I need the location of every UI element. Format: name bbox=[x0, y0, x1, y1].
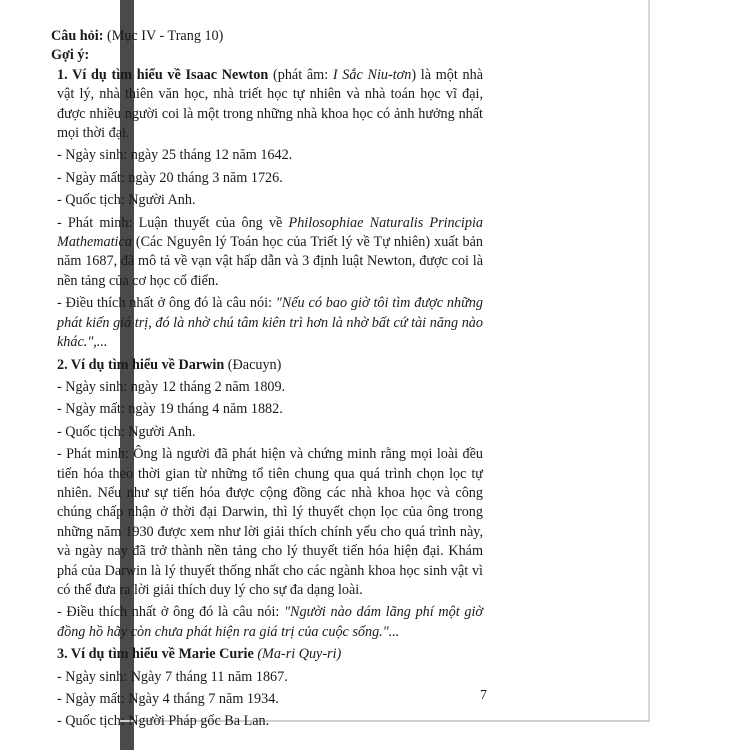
newton-invention bbox=[51, 214, 483, 292]
darwin-death: - Ngày mất: ngày 19 tháng 4 năm 1882. bbox=[57, 401, 283, 418]
question-line bbox=[51, 27, 483, 46]
darwin-favorite-prefix: - Điều thích nhất ở ông đó là câu nói: bbox=[57, 604, 285, 621]
newton-nationality: - Quốc tịch: Người Anh. bbox=[57, 192, 196, 209]
curie-heading: 3. Ví dụ tìm hiểu về Marie Curie bbox=[57, 646, 254, 663]
newton-birth: - Ngày sinh: ngày 25 tháng 12 năm 1642. bbox=[57, 147, 293, 164]
newton-invention-title: Philosophiae Naturalis Principia Mathematica bbox=[57, 214, 484, 251]
curie-pronunciation: (Ma-ri Quy-ri) bbox=[253, 646, 342, 663]
newton-favorite bbox=[51, 294, 483, 352]
newton-pronunciation: I Sắc Niu-tơn bbox=[332, 66, 412, 83]
newton-death: - Ngày mất: ngày 20 tháng 3 năm 1726. bbox=[57, 169, 283, 186]
curie-birth: - Ngày sinh: Ngày 7 tháng 11 năm 1867. bbox=[57, 668, 288, 685]
hint-line bbox=[51, 46, 483, 65]
newton-invention-prefix: - Phát minh: Luận thuyết của ông về bbox=[57, 214, 289, 231]
darwin-alt-name: (Đacuyn) bbox=[224, 356, 282, 373]
darwin-invention: - Phát minh: Ông là người đã phát hiện và chứng minh rằng mọi loài đều tiến hóa theo thời gian từ những tổ tiên chung qua quá trình chọn lọc tự nhiên. Nếu như sự tiến hóa được cộng đồng các nhà khoa học và công chúng chấp nhận ở thời đại Darwin, thì lý thuyết chọn lọc của ông trong những năm 1930 được xem như lời giải thích chính yếu cho quá trình này, và ngày nay đã trở thành nền tảng cho lý thuyết tiến hóa hiện đại. Khám phá của Darwin là lý thuyết thống nhất cho các ngành khoa học sinh vật vì có thể đưa ra lời giải thích duy lý cho sự đa dạng loài. bbox=[57, 446, 483, 598]
page-number: 7 bbox=[480, 688, 487, 703]
question-ref: (Mục IV - Trang 10) bbox=[103, 28, 224, 44]
newton-intro bbox=[51, 66, 483, 144]
darwin-heading-line bbox=[51, 356, 483, 375]
newton-favorite-prefix: - Điều thích nhất ở ông đó là câu nói: bbox=[57, 295, 276, 312]
newton-favorite-quote: "Nếu có bao giờ tôi tìm được những phát kiến giá trị, đó là nhờ chú tâm kiên trì hơn là nhờ bất cứ tài năng nào khác.",... bbox=[57, 295, 483, 351]
page-right-edge bbox=[648, 0, 650, 720]
hint-label: Gợi ý: bbox=[51, 47, 90, 64]
curie-death: - Ngày mất: Ngày 4 tháng 7 năm 1934. bbox=[57, 691, 279, 707]
newton-invention-text: (Các Nguyên lý Toán học của Triết lý về Tự nhiên) xuất bản năm 1687, đã mô tả về vạn vật hấp dẫn và 3 định luật Newton, được coi là nền tảng của cơ học cổ điển. bbox=[57, 234, 483, 289]
newton-heading: 1. Ví dụ tìm hiểu về Isaac Newton bbox=[57, 66, 269, 83]
question-label: Câu hỏi: bbox=[51, 28, 104, 44]
darwin-heading: 2. Ví dụ tìm hiểu về Darwin bbox=[57, 356, 225, 373]
darwin-birth: - Ngày sinh: ngày 12 tháng 2 năm 1809. bbox=[57, 378, 286, 395]
newton-pron-prefix: (phát âm: bbox=[268, 66, 333, 83]
darwin-nationality: - Quốc tịch: Người Anh. bbox=[57, 423, 196, 440]
newton-intro-text: ) là một nhà vật lý, nhà thiên văn học, nhà triết học tự nhiên và nhà toán học vĩ đại, được nhiều người coi là một trong những nhà khoa học có ảnh hưởng nhất mọi thời đại. bbox=[57, 66, 483, 142]
curie-nationality: - Quốc tịch: Người Pháp gốc Ba Lan. bbox=[57, 713, 270, 730]
darwin-favorite bbox=[51, 603, 483, 642]
darwin-favorite-quote: "Người nào dám lãng phí một giờ đồng hồ hãy còn chưa phát hiện ra giá trị của cuộc sống."... bbox=[57, 604, 483, 640]
curie-heading-line bbox=[51, 645, 483, 664]
page-content bbox=[51, 27, 483, 732]
